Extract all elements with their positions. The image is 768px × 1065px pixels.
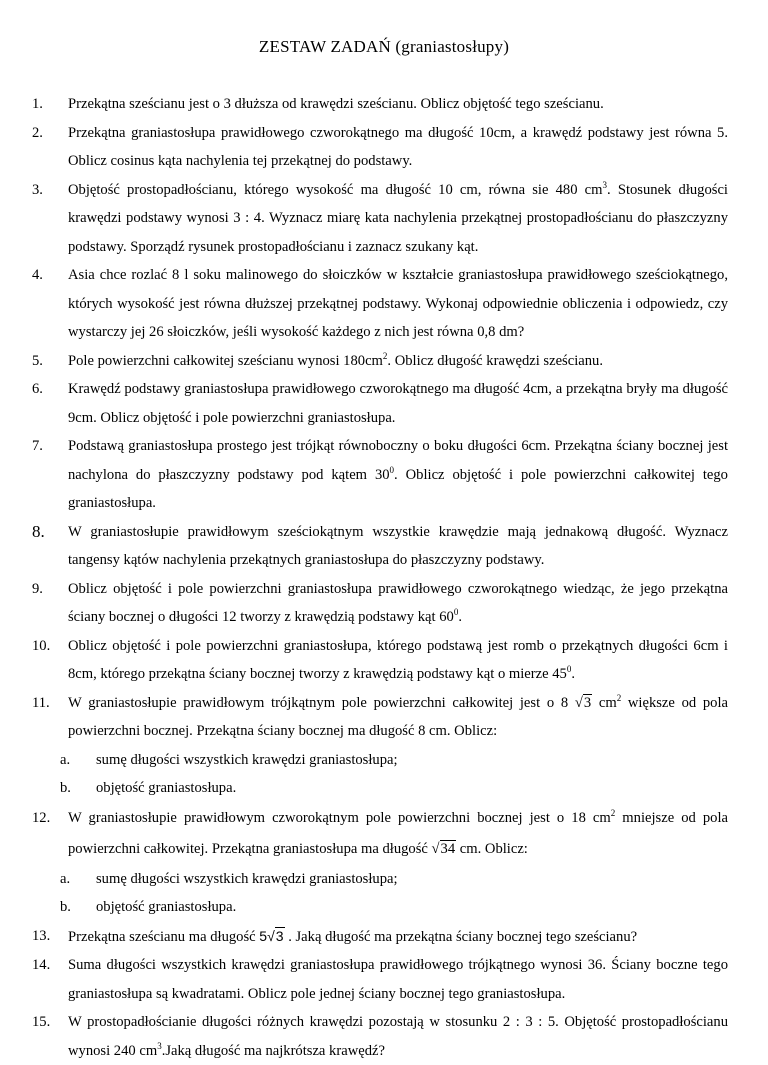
task-number: 2. xyxy=(32,124,43,141)
task-11 xyxy=(32,689,728,746)
task-number: 3. xyxy=(32,181,43,198)
task-text-part: . Jaką długość ma przekątna ściany bocznej tego sześcianu? xyxy=(284,928,638,945)
task-number: 14. xyxy=(32,957,51,973)
task-1 xyxy=(32,90,728,119)
radical-sign: √ xyxy=(431,840,440,857)
task-13 xyxy=(32,922,728,952)
square-root xyxy=(575,694,592,711)
square-root xyxy=(259,927,284,944)
superscript: 3 xyxy=(602,179,608,190)
radical-sign: √ xyxy=(267,927,275,944)
radicand: 3 xyxy=(275,927,284,944)
task-number: 9. xyxy=(32,580,43,597)
task-4 xyxy=(32,261,728,347)
superscript: 0 xyxy=(453,607,459,618)
subtask-text: sumę długości wszystkich krawędzi graniastosłupa; xyxy=(96,870,398,887)
task-text-part: . xyxy=(571,666,575,682)
subtask-11a xyxy=(32,746,728,775)
task-text xyxy=(68,922,728,952)
superscript: 0 xyxy=(566,664,572,675)
task-text-part: .Jaką długość ma najkrótsza krawędź? xyxy=(161,1042,385,1059)
task-text-part: W prostopadłościanie długości różnych krawędzi pozostają w stosunku 2 : 3 : 5. Objętość prostopadłościanu wynosi 240 cm xyxy=(68,1014,728,1059)
superscript: 2 xyxy=(382,350,388,361)
task-number: 15. xyxy=(32,1014,51,1030)
task-text-part: Pole powierzchni całkowitej sześcianu wynosi 180cm xyxy=(68,352,383,369)
task-5 xyxy=(32,347,728,376)
task-text: Przekątna graniastosłupa prawidłowego czworokątnego ma długość 10cm, a krawędź podstawy jest równa 5. Oblicz cosinus kąta nachylenia tej przekątnej do podstawy. xyxy=(68,124,728,169)
task-text xyxy=(68,176,728,262)
task-number: 1. xyxy=(32,96,43,112)
task-text xyxy=(68,632,728,689)
subtask-12a xyxy=(32,865,728,894)
task-9 xyxy=(32,575,728,632)
task-text xyxy=(68,689,728,746)
task-list xyxy=(32,90,728,1065)
task-text-part: W graniastosłupie prawidłowym trójkątnym pole powierzchni całkowitej jest o 8 xyxy=(68,694,569,711)
subtask-letter: b. xyxy=(60,899,71,915)
task-text-part: Objętość prostopadłościanu, którego wysokość ma długość 10 cm, równa sie 480 cm xyxy=(68,181,603,198)
task-text xyxy=(68,1008,728,1065)
subtask-text: sumę długości wszystkich krawędzi graniastosłupa; xyxy=(96,751,398,768)
task-number: 6. xyxy=(32,381,43,397)
coefficient: 5 xyxy=(259,927,268,944)
task-text-part: Oblicz objętość i pole powierzchni graniastosłupa, którego podstawą jest romb o przekątnych długości 6cm i 8cm, którego przekątna ściany bocznej tworzy z krawędzią podstawy kąt o mierze 45 xyxy=(68,637,728,682)
radicand: 3 xyxy=(583,694,592,711)
task-text: Krawędź podstawy graniastosłupa prawidłowego czworokątnego ma długość 4cm, a przekątna bryły ma długość 9cm. Oblicz objętość i pole powierzchni graniastosłupa. xyxy=(68,381,728,426)
task-number: 5. xyxy=(32,352,43,369)
task-text-part: . Oblicz objętość i pole powierzchni całkowitej tego graniastosłupa. xyxy=(68,466,728,511)
task-6 xyxy=(32,375,728,432)
task-text-part: większe od pola powierzchni bocznej. Przekątna ściany bocznej ma długość 8 cm. Oblicz: xyxy=(68,694,728,739)
square-root xyxy=(432,840,457,857)
task-text: Suma długości wszystkich krawędzi graniastosłupa prawidłowego trójkątnego wynosi 36. Ściany boczne tego graniastosłupa są kwadratami. Oblicz pole jednej ściany bocznej tego graniastosłupa. xyxy=(68,957,728,1002)
superscript: 2 xyxy=(610,807,616,818)
task-number: 12. xyxy=(32,809,51,826)
task-14 xyxy=(32,951,728,1008)
task-text-part: . xyxy=(458,609,462,625)
task-text xyxy=(68,575,728,632)
task-text-part: . Stosunek długości krawędzi podstawy wynosi 3 : 4. Wyznacz miarę kata nachylenia przekątnej prostopadłościanu do płaszczyzny podstawy. Sporządź rysunek prostopadłościanu i zaznacz szukany kąt. xyxy=(68,181,728,255)
task-7 xyxy=(32,432,728,518)
task-text xyxy=(68,803,728,865)
subtask-text: objętość graniastosłupa. xyxy=(96,899,237,915)
task-10 xyxy=(32,632,728,689)
unit: cm xyxy=(592,694,617,711)
superscript: 3 xyxy=(157,1040,162,1051)
subtask-11b xyxy=(32,774,728,803)
radicand: 34 xyxy=(440,840,456,857)
subtask-text: objętość graniastosłupa. xyxy=(96,780,237,796)
task-number: 13. xyxy=(32,927,51,944)
task-number: 7. xyxy=(32,438,43,454)
page-title: ZESTAW ZADAŃ (graniastosłupy) xyxy=(258,37,510,56)
subtask-letter: a. xyxy=(60,751,71,768)
superscript: 2 xyxy=(616,692,622,703)
task-number: 4. xyxy=(32,267,43,283)
subtask-letter: a. xyxy=(60,870,71,887)
task-text-part: W graniastosłupie prawidłowym czworokątnym pole powierzchni bocznej jest o 18 cm xyxy=(68,809,611,826)
task-text-part: Podstawą graniastosłupa prostego jest trójkąt równoboczny o boku długości 6cm. Przekątna ściany bocznej jest nachylona do płaszczyzny podstawy pod kątem 30 xyxy=(68,438,728,483)
radical-sign: √ xyxy=(574,694,583,711)
task-2 xyxy=(32,119,728,176)
task-3 xyxy=(32,176,728,262)
task-number: 8. xyxy=(32,521,45,541)
task-number: 10. xyxy=(32,637,51,654)
task-text-part: cm. Oblicz: xyxy=(456,840,528,857)
task-text-part: mniejsze od pola powierzchni całkowitej. Przekątna graniastosłupa ma długość xyxy=(68,809,728,857)
task-text xyxy=(68,347,728,376)
task-text: W graniastosłupie prawidłowym sześciokątnym wszystkie krawędzie mają jednakową długość. Wyznacz tangensy kątów nachylenia przekątnych graniastosłupa do płaszczyzny podstawy. xyxy=(68,523,728,568)
task-text-part: . Oblicz długość krawędzi sześcianu. xyxy=(387,352,603,369)
task-text-part: Przekątna sześcianu ma długość xyxy=(68,928,260,945)
task-number: 11. xyxy=(32,694,50,711)
task-8 xyxy=(32,518,728,575)
task-12 xyxy=(32,803,728,865)
subtask-12b xyxy=(32,893,728,922)
subtask-letter: b. xyxy=(60,780,71,796)
task-text: Asia chce rozlać 8 l soku malinowego do słoiczków w kształcie graniastosłupa prawidłowego sześciokątnego, których wysokość jest równa dłuższej przekątnej podstawy. Wykonaj odpowiednie obliczenia i odpowiedz, czy wystarczy jej 26 słoiczków, jeśli wysokość każdego z nich jest równa 0,8 dm? xyxy=(68,267,728,340)
task-text-part: Oblicz objętość i pole powierzchni graniastosłupa prawidłowego czworokątnego wiedząc, że jego przekątna ściany bocznej o długości 12 tworzy z krawędzią podstawy kąt 60 xyxy=(68,580,728,625)
superscript: 0 xyxy=(389,464,395,475)
task-text: Przekątna sześcianu jest o 3 dłuższa od krawędzi sześcianu. Oblicz objętość tego sześcianu. xyxy=(68,96,604,112)
task-15 xyxy=(32,1008,728,1065)
task-text xyxy=(68,432,728,518)
